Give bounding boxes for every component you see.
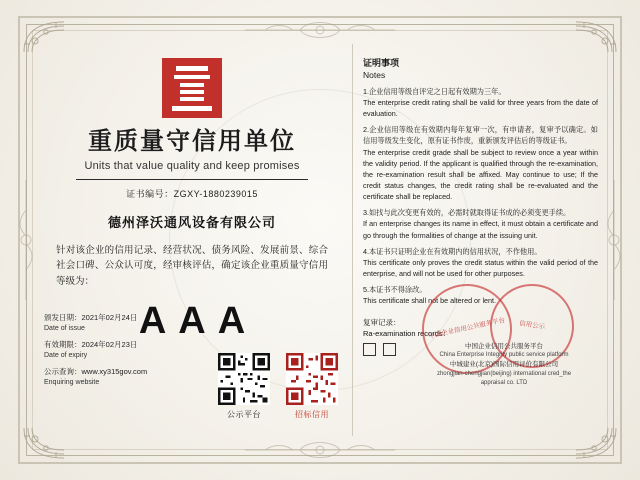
certificate-number-label: 证书编号： — [126, 188, 174, 199]
issuer-line1-cn: 中国企业信用公共服务平台 — [465, 342, 543, 350]
meta-row — [44, 313, 147, 334]
certificate-title-cn: 重质量守信用单位 — [88, 128, 296, 155]
note-item — [363, 86, 598, 119]
note-item — [363, 246, 598, 279]
note-en: The enterprise credit rating shall be valid for three years from the date of evaluation. — [363, 97, 598, 119]
qr-code-area — [218, 353, 338, 420]
note-cn: 5.本证书不得涂改。 — [363, 285, 427, 295]
certificate-number-value: ZGXY-1880239015 — [173, 188, 258, 199]
certificate-left-column — [42, 40, 342, 440]
certificate-number — [42, 187, 342, 200]
issue-date-en: Date of issue — [44, 324, 85, 332]
note-cn: 1.企业信用等级自评定之日起有效期为三年。 — [363, 86, 506, 96]
qr-code-block[interactable] — [286, 353, 338, 420]
top-ornament-icon — [245, 18, 395, 42]
meta-row — [44, 340, 147, 361]
note-en: The enterprise credit grade shall be subject to review once a year within the validity period. If the applicant is qualified through the re-examination, the re-examination result shall be affixed. May continue to use; If the credit status changes, the credit rating shall be re-evaluated and the certificate shall be replaced. — [363, 147, 598, 202]
certificate-right-column — [363, 40, 598, 440]
title-divider — [76, 179, 308, 180]
note-cn: 4.本证书只证明企业在有效期内的信用状况，不作他用。 — [363, 246, 542, 256]
notes-title-en: Notes — [363, 69, 386, 80]
note-en: If an enterprise changes its name in effect, it must obtain a certificate and go through the formalities of change at the issuing unit. — [363, 219, 598, 240]
enquiry-website-cn: 公示查询：www.xy315gov.com — [44, 366, 148, 376]
qr-code-bidding-credit[interactable] — [286, 353, 338, 405]
footer-issuer — [424, 342, 584, 389]
note-item — [363, 124, 598, 202]
official-seal-icon — [160, 56, 224, 120]
bottom-ornament-icon — [245, 438, 395, 462]
certificate-body — [42, 40, 598, 440]
qr-caption-public-platform: 公示平台 — [227, 410, 261, 419]
credit-grade: AAA — [138, 299, 258, 342]
issuer-line2-cn: 中城建业(北京)国际信用评价有限公司 — [449, 361, 559, 369]
note-en: This certificate shall not be altered or lent. — [363, 296, 497, 306]
note-item — [363, 207, 598, 240]
issue-date-cn: 颁发日期：2021年02月24日 — [44, 312, 138, 322]
right-ornament-icon — [602, 180, 626, 300]
enquiry-website-en: Enquiring website — [44, 378, 100, 386]
qr-code-public-platform[interactable] — [218, 353, 270, 405]
qr-code-block[interactable] — [218, 353, 270, 420]
stamp-right-text: 信用公示 — [518, 320, 546, 331]
left-ornament-icon — [14, 180, 38, 300]
certificate-title-en: Units that value quality and keep promises — [84, 159, 300, 172]
issuer-line2-en: zhongjian-chengjian(beijing) international cred_the appraisal co. LTD — [436, 371, 572, 386]
stamp-left-text: 中国企业信用公共服务平台 — [428, 316, 506, 340]
expiry-date-en: Date of expiry — [44, 351, 88, 359]
note-cn: 3.如找与此次变更有效的，必需时就取得证书成的必须变更手续。 — [363, 208, 571, 218]
certificate-meta — [44, 313, 147, 394]
note-cn: 2.企业信用等级在有效期内每年复审一次，有申请者，复审予以确定。如信用等级发生变化，原有证书作废，重新颁发评估后的等级证书。 — [363, 125, 598, 146]
company-name: 德州泽沃通风设备有限公司 — [107, 214, 276, 230]
column-divider — [352, 44, 353, 436]
reexam-label-en: Ra-examination records： — [363, 328, 451, 338]
notes-title-cn: 证明事项 — [363, 58, 400, 68]
meta-row — [44, 367, 147, 388]
reexam-label-cn: 复审记录： — [363, 317, 401, 327]
certificate-paragraph: 针对该企业的信用记录、经营状况、债务风险、发展前景、综合社会口碑、公众认可度，经审核评估，确定该企业重质量守信用等级为： — [56, 244, 328, 287]
reexam-checkbox[interactable] — [363, 343, 376, 356]
issuer-line1-en: China Enterprise Integrity public service platform — [439, 352, 569, 359]
expiry-date-cn: 有效期限：2024年02月23日 — [44, 339, 138, 349]
qr-caption-bidding-credit: 招标信用 — [295, 410, 329, 419]
reexam-checkbox[interactable] — [383, 343, 396, 356]
notes-title — [363, 58, 598, 81]
note-en: This certificate only proves the credit status within the valid period of the enterprise, and will not be used for other purposes. — [363, 257, 598, 279]
